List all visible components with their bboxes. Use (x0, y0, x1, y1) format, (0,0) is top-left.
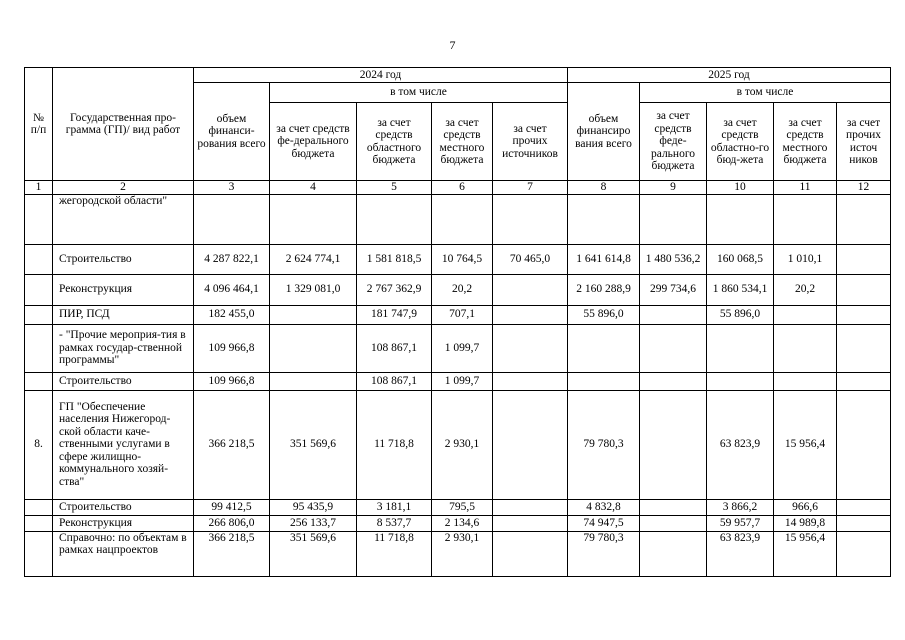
header-c5: за счет средств областного бюджета (357, 103, 432, 181)
value-cell-col4 (270, 194, 357, 244)
value-cell-col6: 1 099,7 (432, 324, 493, 372)
value-cell-col5: 8 537,7 (357, 515, 432, 531)
col-number: 5 (357, 181, 432, 195)
value-cell-col9 (640, 499, 707, 515)
header-c11: за счет средств местного бюджета (774, 103, 837, 181)
value-cell-col8 (568, 194, 640, 244)
header-c12: за счет прочих источ ников (837, 103, 891, 181)
header-c6: за счет средств местного бюджета (432, 103, 493, 181)
value-cell-col11 (774, 194, 837, 244)
value-cell-col4: 351 569,6 (270, 531, 357, 576)
value-cell-col7 (493, 372, 568, 390)
header-program: Государственная про-граммa (ГП)/ вид работ (53, 68, 194, 181)
value-cell-col9 (640, 324, 707, 372)
row-label-cell: Строительство (53, 372, 194, 390)
value-cell-col4 (270, 324, 357, 372)
row-label-cell: ПИР, ПСД (53, 305, 194, 324)
header-c10: за счет средств областно-го бюд-жета (707, 103, 774, 181)
header-c3: объем финанси-рования всего (194, 83, 270, 181)
header-c9: за счет средств феде-рального бюджета (640, 103, 707, 181)
value-cell-col9: 1 480 536,2 (640, 244, 707, 274)
col-number: 8 (568, 181, 640, 195)
value-cell-col11: 966,6 (774, 499, 837, 515)
value-cell-col6: 795,5 (432, 499, 493, 515)
value-cell-col7 (493, 274, 568, 305)
value-cell-col10: 63 823,9 (707, 531, 774, 576)
header-no: № п/п (25, 68, 53, 181)
value-cell-col7: 70 465,0 (493, 244, 568, 274)
col-number: 12 (837, 181, 891, 195)
table-row (25, 324, 891, 372)
col-number: 2 (53, 181, 194, 195)
value-cell-col9 (640, 390, 707, 499)
value-cell-col6 (432, 194, 493, 244)
row-number-cell: 8. (25, 390, 53, 499)
table-row (25, 372, 891, 390)
value-cell-col10 (707, 324, 774, 372)
value-cell-col11: 15 956,4 (774, 531, 837, 576)
value-cell-col6: 10 764,5 (432, 244, 493, 274)
row-number-cell (25, 499, 53, 515)
value-cell-col3: 4 287 822,1 (194, 244, 270, 274)
value-cell-col5: 11 718,8 (357, 531, 432, 576)
value-cell-col9 (640, 305, 707, 324)
table-row (25, 531, 891, 576)
table-row (25, 499, 891, 515)
value-cell-col4 (270, 305, 357, 324)
table-row (25, 274, 891, 305)
row-number-cell (25, 244, 53, 274)
value-cell-col11 (774, 372, 837, 390)
page-number: 7 (449, 38, 456, 52)
value-cell-col11: 15 956,4 (774, 390, 837, 499)
value-cell-col8 (568, 372, 640, 390)
col-number: 1 (25, 181, 53, 195)
table-row (25, 305, 891, 324)
value-cell-col10: 59 957,7 (707, 515, 774, 531)
value-cell-col9 (640, 372, 707, 390)
value-cell-col5: 2 767 362,9 (357, 274, 432, 305)
value-cell-col3 (194, 194, 270, 244)
row-label-cell: Реконструкция (53, 274, 194, 305)
value-cell-col5: 11 718,8 (357, 390, 432, 499)
row-label-cell: ГП "Обеспечение населения Нижегород-ской области каче-ственными услугами в сфере жилищно-коммунального хозяй-ства" (53, 390, 194, 499)
row-number-cell (25, 531, 53, 576)
value-cell-col5: 1 581 818,5 (357, 244, 432, 274)
value-cell-col5 (357, 194, 432, 244)
column-number-row (25, 181, 891, 195)
value-cell-col12 (837, 244, 891, 274)
table-row (25, 244, 891, 274)
value-cell-col3: 109 966,8 (194, 324, 270, 372)
value-cell-col7 (493, 499, 568, 515)
row-number-cell (25, 194, 53, 244)
value-cell-col6: 2 134,6 (432, 515, 493, 531)
table-row (25, 515, 891, 531)
value-cell-col12 (837, 515, 891, 531)
row-label-cell: - "Прочие мероприя-тия в рамках государ-ственной программы" (53, 324, 194, 372)
header-incl-2024: в том числе (270, 83, 568, 103)
header-c7: за счет прочих источников (493, 103, 568, 181)
value-cell-col4: 351 569,6 (270, 390, 357, 499)
row-number-cell (25, 274, 53, 305)
value-cell-col4: 2 624 774,1 (270, 244, 357, 274)
financing-table (24, 67, 891, 577)
value-cell-col10: 3 866,2 (707, 499, 774, 515)
value-cell-col8: 74 947,5 (568, 515, 640, 531)
value-cell-col10: 63 823,9 (707, 390, 774, 499)
value-cell-col10: 55 896,0 (707, 305, 774, 324)
value-cell-col4: 256 133,7 (270, 515, 357, 531)
value-cell-col8: 55 896,0 (568, 305, 640, 324)
value-cell-col11 (774, 305, 837, 324)
value-cell-col3: 109 966,8 (194, 372, 270, 390)
value-cell-col7 (493, 515, 568, 531)
value-cell-col5: 108 867,1 (357, 324, 432, 372)
value-cell-col7 (493, 390, 568, 499)
header-c8: объем финансиро вания всего (568, 83, 640, 181)
col-number: 11 (774, 181, 837, 195)
value-cell-col12 (837, 531, 891, 576)
value-cell-col3: 266 806,0 (194, 515, 270, 531)
row-number-cell (25, 305, 53, 324)
value-cell-col7 (493, 324, 568, 372)
value-cell-col10: 1 860 534,1 (707, 274, 774, 305)
value-cell-col12 (837, 274, 891, 305)
value-cell-col8: 1 641 614,8 (568, 244, 640, 274)
value-cell-col6: 707,1 (432, 305, 493, 324)
row-number-cell (25, 324, 53, 372)
header-incl-2025: в том числе (640, 83, 891, 103)
row-label-cell: жегородской области" (53, 194, 194, 244)
value-cell-col8 (568, 324, 640, 372)
value-cell-col8: 79 780,3 (568, 531, 640, 576)
value-cell-col9 (640, 515, 707, 531)
value-cell-col4: 1 329 081,0 (270, 274, 357, 305)
row-label-cell: Строительство (53, 499, 194, 515)
row-label-cell: Строительство (53, 244, 194, 274)
col-number: 7 (493, 181, 568, 195)
col-number: 3 (194, 181, 270, 195)
value-cell-col11: 20,2 (774, 274, 837, 305)
value-cell-col6: 2 930,1 (432, 531, 493, 576)
value-cell-col4 (270, 372, 357, 390)
table-row (25, 390, 891, 499)
value-cell-col7 (493, 531, 568, 576)
header-year-2024: 2024 год (194, 68, 568, 83)
row-label-cell: Реконструкция (53, 515, 194, 531)
value-cell-col7 (493, 305, 568, 324)
value-cell-col6: 2 930,1 (432, 390, 493, 499)
value-cell-col8: 79 780,3 (568, 390, 640, 499)
value-cell-col8: 2 160 288,9 (568, 274, 640, 305)
value-cell-col12 (837, 390, 891, 499)
value-cell-col11 (774, 324, 837, 372)
value-cell-col9 (640, 531, 707, 576)
col-number: 10 (707, 181, 774, 195)
value-cell-col3: 366 218,5 (194, 390, 270, 499)
header-year-2025: 2025 год (568, 68, 891, 83)
value-cell-col5: 108 867,1 (357, 372, 432, 390)
row-number-cell (25, 372, 53, 390)
value-cell-col12 (837, 324, 891, 372)
value-cell-col8: 4 832,8 (568, 499, 640, 515)
header-c4: за счет средств фе-дерального бюджета (270, 103, 357, 181)
value-cell-col11: 14 989,8 (774, 515, 837, 531)
col-number: 9 (640, 181, 707, 195)
value-cell-col6: 20,2 (432, 274, 493, 305)
value-cell-col3: 182 455,0 (194, 305, 270, 324)
value-cell-col10 (707, 372, 774, 390)
value-cell-col10: 160 068,5 (707, 244, 774, 274)
col-number: 6 (432, 181, 493, 195)
value-cell-col11: 1 010,1 (774, 244, 837, 274)
value-cell-col6: 1 099,7 (432, 372, 493, 390)
value-cell-col12 (837, 305, 891, 324)
value-cell-col12 (837, 194, 891, 244)
value-cell-col9: 299 734,6 (640, 274, 707, 305)
value-cell-col12 (837, 372, 891, 390)
value-cell-col5: 3 181,1 (357, 499, 432, 515)
value-cell-col5: 181 747,9 (357, 305, 432, 324)
value-cell-col9 (640, 194, 707, 244)
table-row (25, 194, 891, 244)
value-cell-col3: 366 218,5 (194, 531, 270, 576)
value-cell-col3: 4 096 464,1 (194, 274, 270, 305)
value-cell-col3: 99 412,5 (194, 499, 270, 515)
value-cell-col4: 95 435,9 (270, 499, 357, 515)
value-cell-col12 (837, 499, 891, 515)
value-cell-col7 (493, 194, 568, 244)
col-number: 4 (270, 181, 357, 195)
row-number-cell (25, 515, 53, 531)
row-label-cell: Справочно: по объектам в рамках нацпроектов (53, 531, 194, 576)
value-cell-col10 (707, 194, 774, 244)
